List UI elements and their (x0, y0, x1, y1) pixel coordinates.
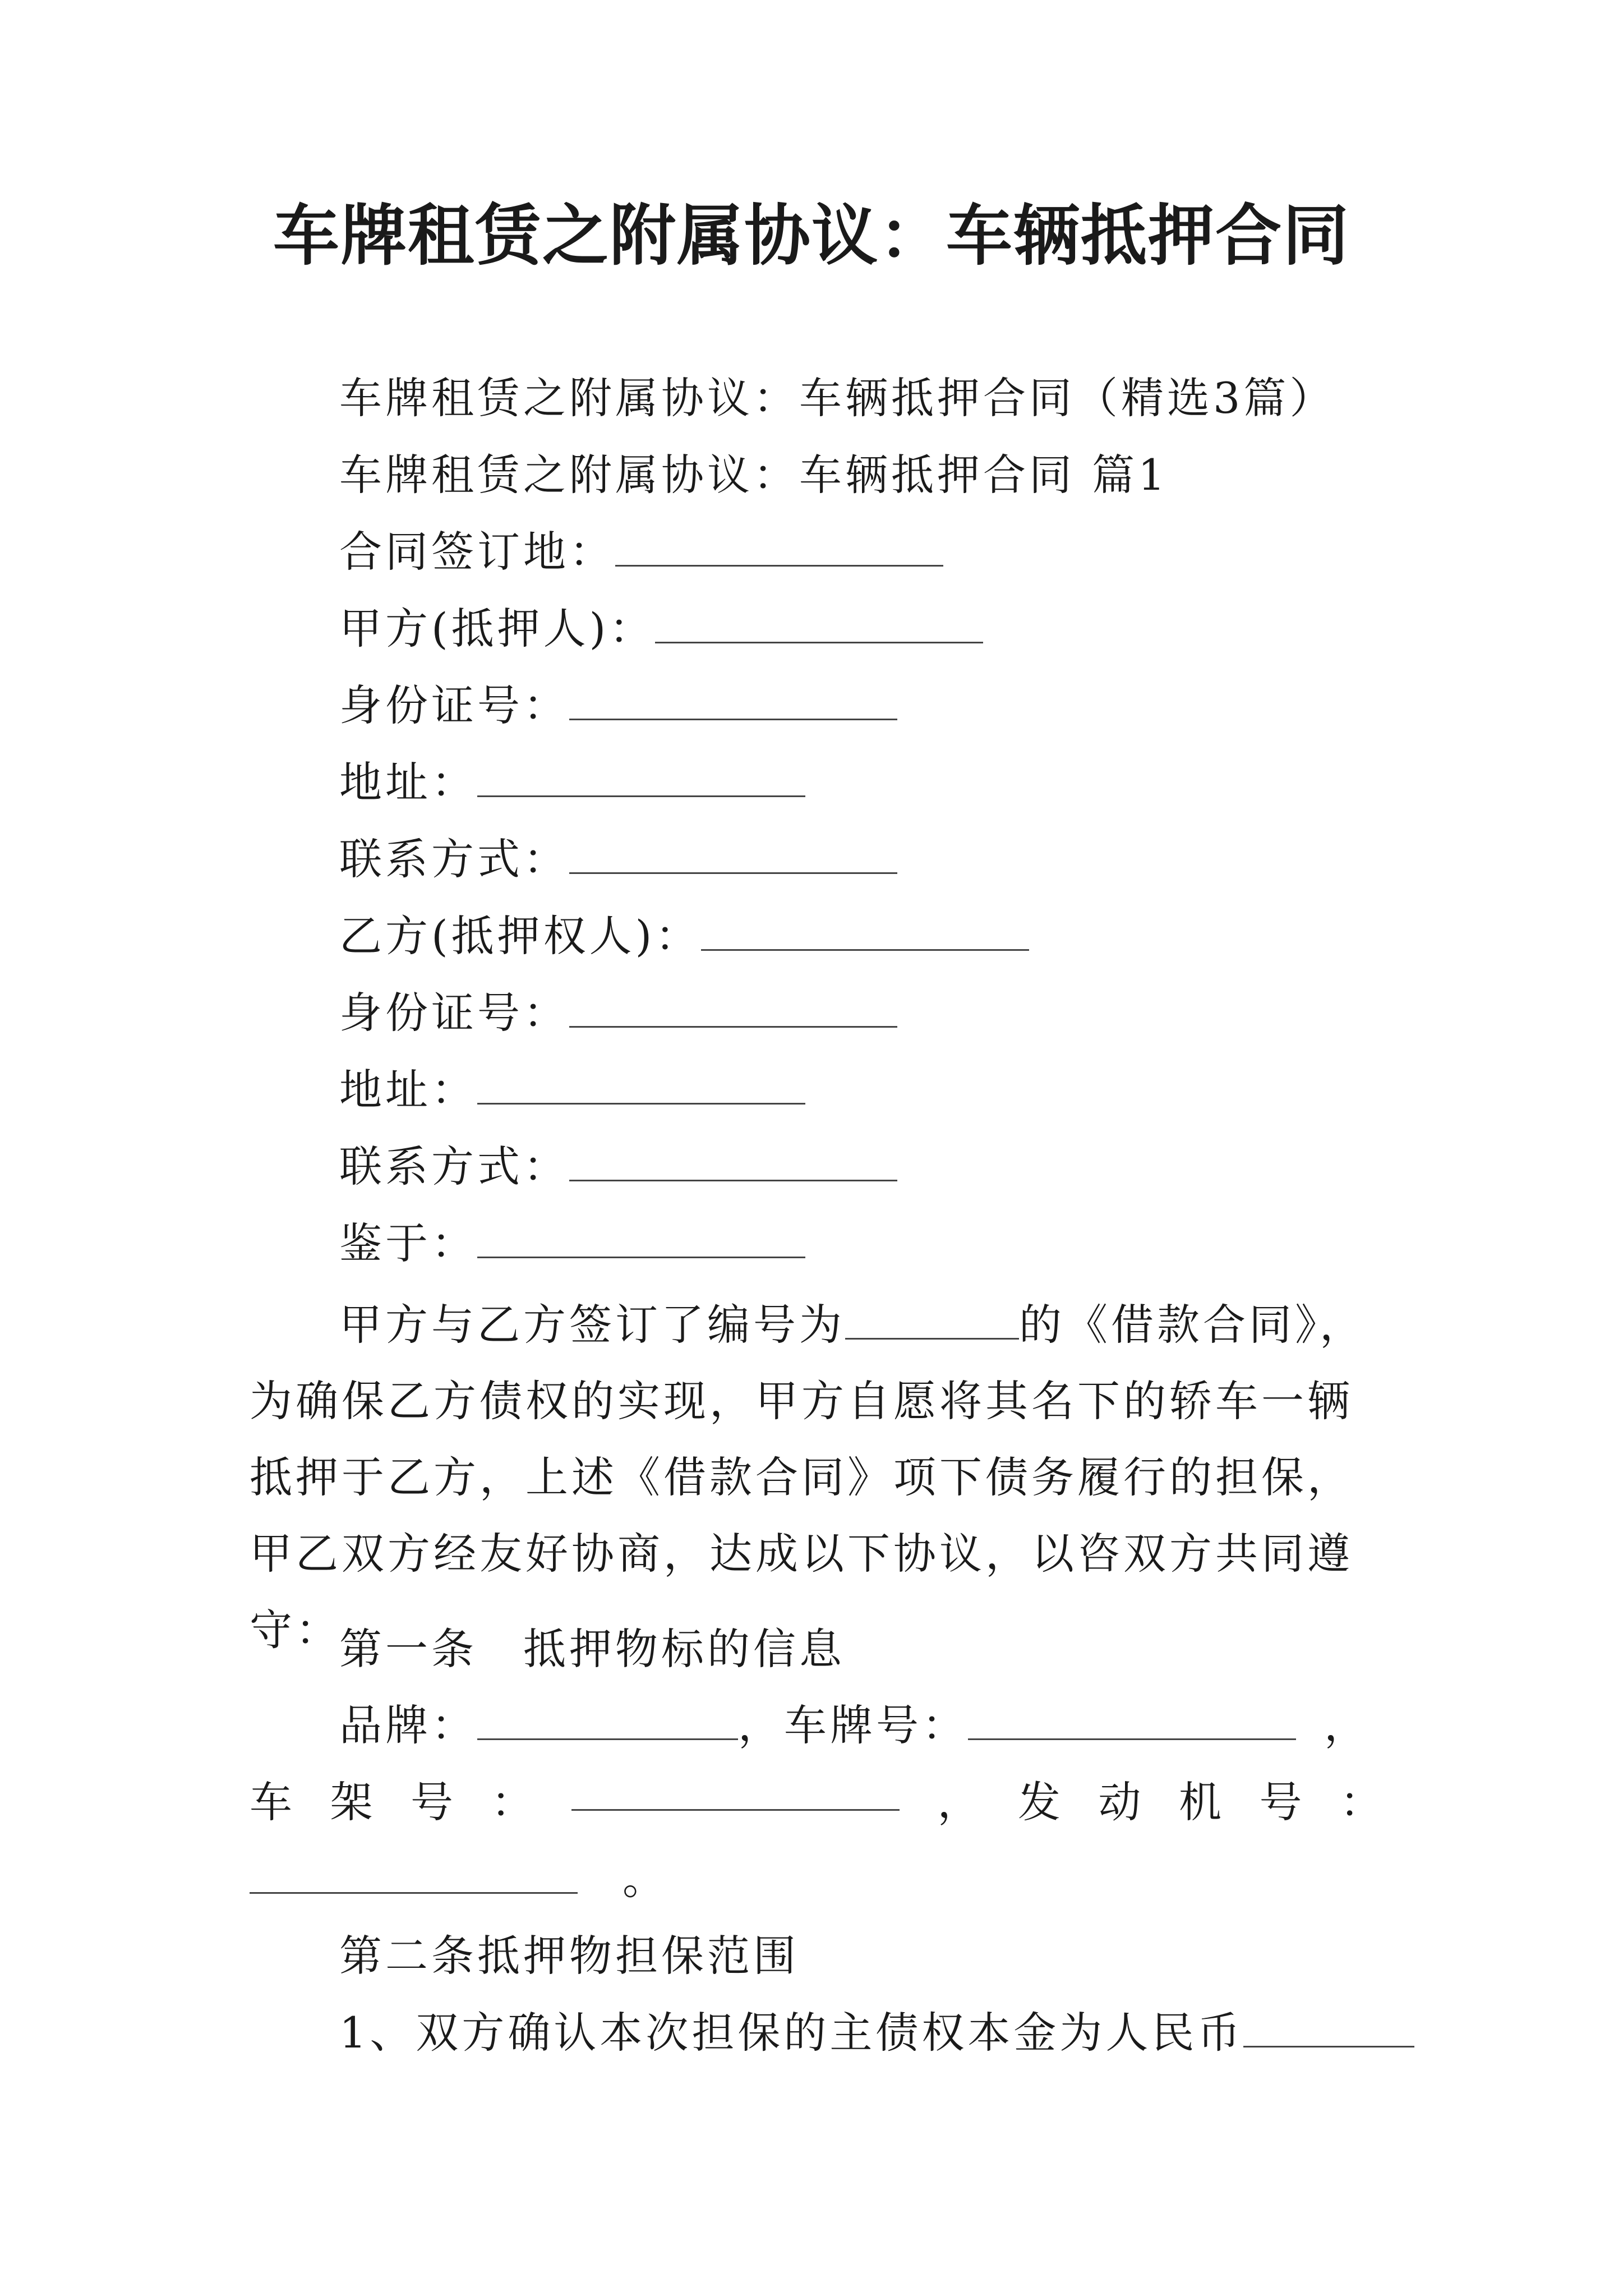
engine-char: ： (1340, 1777, 1382, 1827)
blank-line (569, 991, 897, 1028)
document-subtitle: 车牌租赁之附属协议：车辆抵押合同（精选3篇） (339, 373, 1336, 423)
engine-number-line (250, 1851, 668, 1907)
article-1-heading: 第一条 抵押物标的信息 (339, 1624, 845, 1674)
field-label: 地址： (339, 757, 477, 807)
vehicle-frame-engine-line (250, 1774, 1382, 1830)
field-label: 鉴于： (339, 1218, 477, 1268)
frame-blank (571, 1774, 900, 1811)
blank-line (477, 1222, 805, 1258)
field-label: 身份证号： (339, 680, 569, 730)
field-label: 乙方(抵押权人)： (339, 911, 702, 961)
field-party-b-id (339, 985, 897, 1041)
field-party-a-id (339, 678, 897, 734)
engine-char: 发 (1018, 1777, 1061, 1827)
field-party-b-address (339, 1062, 805, 1118)
field-label: 合同签订地： (339, 527, 615, 577)
plate-label: ，车牌号： (738, 1700, 968, 1750)
vehicle-brand-plate-line (339, 1697, 1370, 1754)
principal-amount-blank (1243, 2011, 1414, 2047)
brand-blank (477, 1704, 738, 1740)
field-label: 联系方式： (339, 834, 569, 884)
intro-paragraph (250, 1287, 1382, 1668)
blank-line (477, 761, 805, 797)
end-mark: 。 (623, 1854, 668, 1904)
field-label: 甲方(抵押人)： (339, 604, 656, 654)
item-1-text: 1、双方确认本次担保的主债权本金为人民币 (339, 2008, 1244, 2058)
article-2-item-1 (339, 2005, 1414, 2061)
engine-char: ， (937, 1777, 980, 1827)
blank-line (569, 684, 897, 720)
frame-char: 架 (330, 1777, 373, 1827)
field-label: 身份证号： (339, 988, 569, 1038)
field-party-a-address (339, 754, 805, 811)
frame-char: ： (491, 1777, 534, 1827)
plate-comma: ， (1324, 1700, 1370, 1750)
document-title: 车牌租赁之附属协议：车辆抵押合同 (273, 197, 1350, 274)
intro-text-1: 甲方与乙方签订了编号为 (339, 1300, 845, 1350)
engine-blank (250, 1857, 578, 1894)
field-signing-place (339, 524, 943, 580)
contract-number-blank (845, 1303, 1019, 1340)
field-party-a (339, 601, 983, 657)
field-party-a-contact (339, 831, 897, 887)
field-whereas (339, 1216, 805, 1272)
field-party-b-contact (339, 1139, 897, 1195)
field-party-b (339, 908, 1029, 964)
article-2-heading: 第二条抵押物担保范围 (339, 1931, 799, 1981)
blank-line (569, 838, 897, 874)
engine-char: 机 (1179, 1777, 1221, 1827)
blank-line (615, 530, 943, 567)
engine-char: 动 (1098, 1777, 1141, 1827)
section-heading: 车牌租赁之附属协议：车辆抵押合同 篇1 (339, 450, 1169, 500)
blank-line (569, 1145, 897, 1181)
intro-text-2: 的《借款合同》，为确保乙方债权的实现，甲方自愿将其名下的轿车一辆抵押于乙方，上述《借款合同》项下债务履行的担保，甲乙双方经友好协商，达成以下协议，以咨双方共同遵守： (250, 1300, 1366, 1655)
blank-line (701, 914, 1029, 951)
field-label: 地址： (339, 1065, 477, 1115)
blank-line (655, 607, 983, 643)
engine-char: 号 (1259, 1777, 1302, 1827)
field-label: 联系方式： (339, 1142, 569, 1191)
frame-char: 车 (250, 1777, 292, 1827)
blank-line (477, 1068, 805, 1105)
frame-char: 号 (411, 1777, 453, 1827)
plate-blank (968, 1704, 1296, 1740)
brand-label: 品牌： (339, 1700, 477, 1750)
